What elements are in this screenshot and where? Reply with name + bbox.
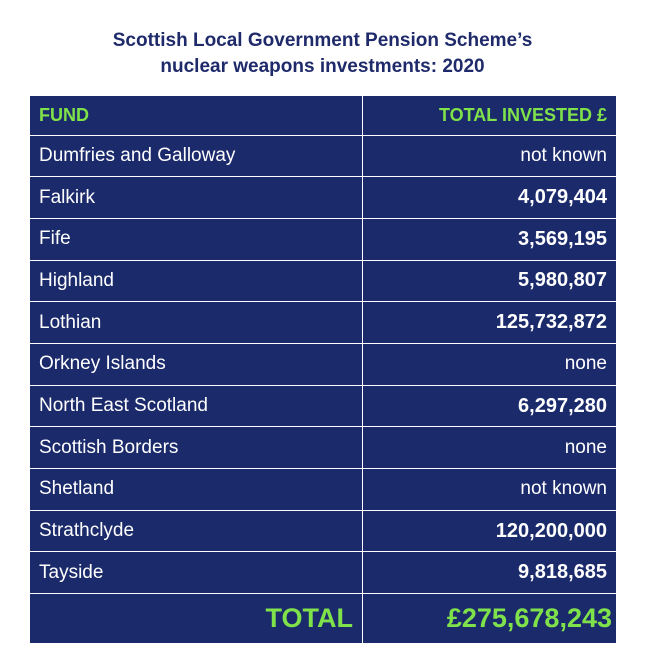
fund-name-cell: Tayside — [30, 552, 363, 594]
table-header-row — [30, 96, 617, 136]
amount-invested-cell: not known — [363, 135, 617, 177]
fund-name-cell: Scottish Borders — [30, 427, 363, 469]
amount-invested-cell: none — [363, 427, 617, 469]
table-row — [30, 177, 617, 219]
table-row — [30, 344, 617, 386]
total-value-cell: £275,678,243 — [363, 594, 617, 644]
table-total-row — [30, 594, 617, 644]
table-row — [30, 135, 617, 177]
amount-invested-cell: 5,980,807 — [363, 260, 617, 302]
table-row — [30, 469, 617, 511]
chart-title — [0, 28, 645, 80]
amount-invested-cell: 125,732,872 — [363, 302, 617, 344]
fund-name-cell: Dumfries and Galloway — [30, 135, 363, 177]
amount-invested-cell: 9,818,685 — [363, 552, 617, 594]
table-row — [30, 385, 617, 427]
table-row — [30, 260, 617, 302]
fund-name-cell: North East Scotland — [30, 385, 363, 427]
fund-name-cell: Fife — [30, 218, 363, 260]
table-row — [30, 218, 617, 260]
amount-invested-cell: none — [363, 344, 617, 386]
amount-invested-cell: 120,200,000 — [363, 510, 617, 552]
fund-name-cell: Lothian — [30, 302, 363, 344]
table-row — [30, 427, 617, 469]
amount-invested-cell: 3,569,195 — [363, 218, 617, 260]
investments-table-container — [29, 95, 616, 644]
amount-invested-cell: 4,079,404 — [363, 177, 617, 219]
column-header-fund: FUND — [30, 96, 363, 136]
column-header-total-invested: TOTAL INVESTED £ — [363, 96, 617, 136]
fund-name-cell: Falkirk — [30, 177, 363, 219]
chart-title-line-1: Scottish Local Government Pension Scheme’s — [112, 30, 533, 51]
fund-name-cell: Shetland — [30, 469, 363, 511]
investments-table — [29, 95, 617, 644]
fund-name-cell: Highland — [30, 260, 363, 302]
table-row — [30, 302, 617, 344]
chart-title-line-2: nuclear weapons investments: 2020 — [160, 56, 485, 77]
fund-name-cell: Strathclyde — [30, 510, 363, 552]
amount-invested-cell: not known — [363, 469, 617, 511]
amount-invested-cell: 6,297,280 — [363, 385, 617, 427]
table-row — [30, 552, 617, 594]
total-label-cell: TOTAL — [30, 594, 363, 644]
fund-name-cell: Orkney Islands — [30, 344, 363, 386]
table-row — [30, 510, 617, 552]
